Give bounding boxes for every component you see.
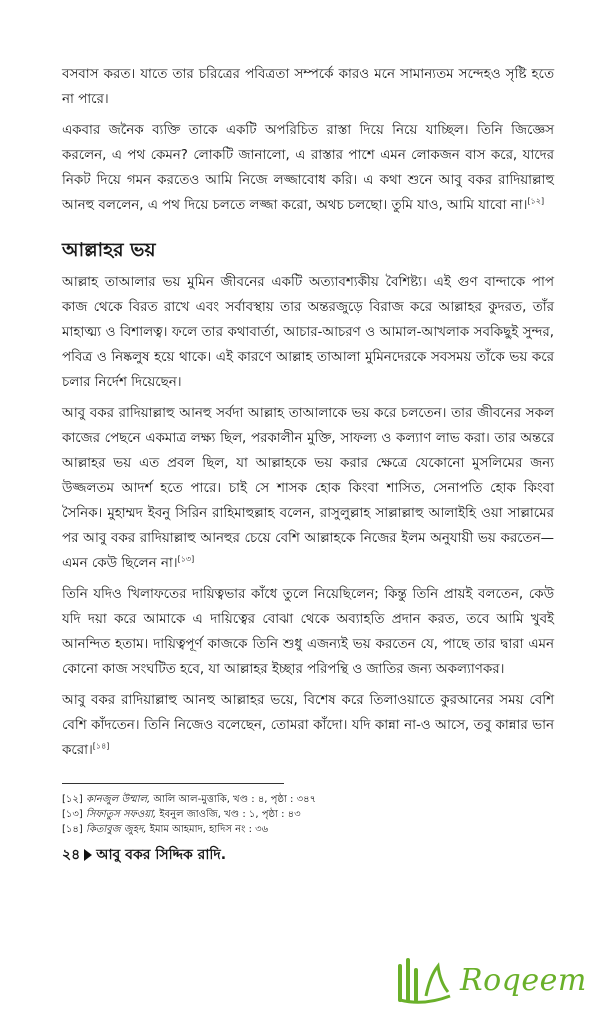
running-title: আবু বকর সিদ্দিক রাদি. (96, 847, 227, 863)
triangle-arrow-icon (84, 849, 92, 861)
paragraph-text: একবার জনৈক ব্যক্তি তাকে একটি অপরিচিত রাস্তা দিয়ে নিয়ে যাচ্ছিল। তিনি জিজ্ঞেস করলেন, এ পথ কেমন? লোকটি জানালো, এ রাস্তার পাশে এমন লোকজন বাস করে, যাদের নিকট দিয়ে গমন করতেও আমি নিজে লজ্জাবোধ করি। এ কথা শুনে আবু বকর রাদিয়াল্লাহু আনহু বললেন, এ পথ দিয়ে চলতে লজ্জা করো, অথচ চলছো। তুমি যাও, আমি যাবো না। (62, 123, 554, 213)
footnote-source: সিফাতুস সফওয়া, (85, 809, 157, 820)
page-footer (62, 843, 554, 867)
footnote-number: [১২] (62, 794, 83, 805)
page-number: ২৪ (62, 847, 81, 863)
footnote-ref[interactable]: [১২] (527, 196, 545, 206)
logo-wordmark: Roqeem (460, 962, 587, 998)
footnote-detail: আলি আল-মুত্তাকি, খণ্ড : ৪, পৃষ্ঠা : ৩৪৭ (150, 794, 317, 805)
footnote-detail: ইমাম আহমাদ, হাদিস নং : ৩৬ (146, 824, 269, 835)
paragraph-text: আবু বকর রাদিয়াল্লাহু আনহু সর্বদা আল্লাহ তাআলাকে ভয় করে চলতেন। তার জীবনের সকল কাজের পেছনে একমাত্র লক্ষ্য ছিল, পরকালীন মুক্তি, সাফল্য ও কল্যাণ লাভ করা। তার অন্তরে আল্লাহর ভয় এত প্রবল ছিল, যা আল্লাহকে ভয় করার ক্ষেত্রে যেকোনো মুসলিমের জন্য উজ্জলতম আদর্শ হতে পারে। চাই সে শাসক হোক কিংবা শাসিত, সেনাপতি হোক কিংবা সৈনিক। মুহাম্মদ ইবনু সিরিন রাহিমাহুল্লাহ বলেন, রাসুলুল্লাহ সাল্লাল্লাহু আলাইহি ওয়া সাল্লামের পর আবু বকর রাদিয়াল্লাহু আনহুর চেয়ে বেশি আল্লাহকে নিজের ইলম অনুযায়ী ভয় করতেন—এমন কেউ ছিলেন না। (62, 406, 554, 571)
footnote-number: [১৩] (62, 809, 83, 820)
footnote-source: কানজুল উম্মাল, (85, 794, 151, 805)
footnote-ref[interactable]: [১৩] (177, 554, 195, 564)
footnote-divider (62, 783, 284, 784)
page-body (62, 62, 554, 867)
footnote-source: কিতাবুজ জুহদ, (85, 824, 147, 835)
roqeem-logo (396, 952, 587, 1008)
footnote-number: [১৪] (62, 824, 83, 835)
paragraph-text: আবু বকর রাদিয়াল্লাহু আনহু আল্লাহর ভয়ে, বিশেষ করে তিলাওয়াতে কুরআনের সময় বেশি বেশি কাঁদতেন। তিনি নিজেও বলেছেন, তোমরা কাঁদো। যদি কান্না না-ও আসে, তবু কান্নার ভান করো। (62, 693, 554, 758)
paragraph: আল্লাহ তাআলার ভয় মুমিন জীবনের একটি অত্যাবশ্যকীয় বৈশিষ্ট্য। এই গুণ বান্দাকে পাপ কাজ থেকে বিরত রাখে এবং সর্বাবস্থায় তার অন্তরজুড়ে বিরাজ করে আল্লাহর কুদরত, তাঁর মাহাত্ম্য ও বিশালত্ব। ফলে তার কথাবার্তা, আচার-আচরণ ও আমাল-আখলাক সবকিছুই সুন্দর, পবিত্র ও নিষ্কলুষ হয়ে থাকে। এই কারণে আল্লাহ তাআলা মুমিনদেরকে সবসময় তাঁকে ভয় করে চলার নির্দেশ দিয়েছেন। (62, 275, 554, 390)
paragraph: বসবাস করত। যাতে তার চরিত্রের পবিত্রতা সম্পর্কে কারও মনে সামান্যতম সন্দেহও সৃষ্টি হতে না পারে। (62, 67, 554, 107)
footnote-ref[interactable]: [১৪] (92, 741, 110, 751)
roqeem-logo-icon (396, 956, 454, 1004)
footnote (62, 807, 554, 822)
footnote (62, 822, 554, 837)
paragraph (62, 118, 554, 218)
paragraph (62, 688, 554, 763)
paragraph: তিনি যদিও খিলাফতের দায়িত্বভার কাঁধে তুলে নিয়েছিলেন; কিন্তু তিনি প্রায়ই বলতেন, কেউ যদি দয়া করে আমাকে এ দায়িত্বের বোঝা থেকে অব্যাহতি প্রদান করত, তবে আমি খুবই আনন্দিত হতাম। দায়িত্বপূর্ণ কাজকে তিনি শুধু এজন্যই ভয় করতেন যে, পাছে তার দ্বারা এমন কোনো কাজ সংঘটিত হবে, যা আল্লাহর ইচ্ছার পরিপন্থি ও জাতির জন্য অকল্যাণকর। (62, 587, 554, 677)
footnote-detail: ইবনুল জাওজি, খণ্ড : ১, পৃষ্ঠা : ৪৩ (156, 809, 301, 820)
section-heading: আল্লাহর ভয় (62, 239, 156, 261)
footnote (62, 792, 554, 807)
paragraph (62, 401, 554, 576)
